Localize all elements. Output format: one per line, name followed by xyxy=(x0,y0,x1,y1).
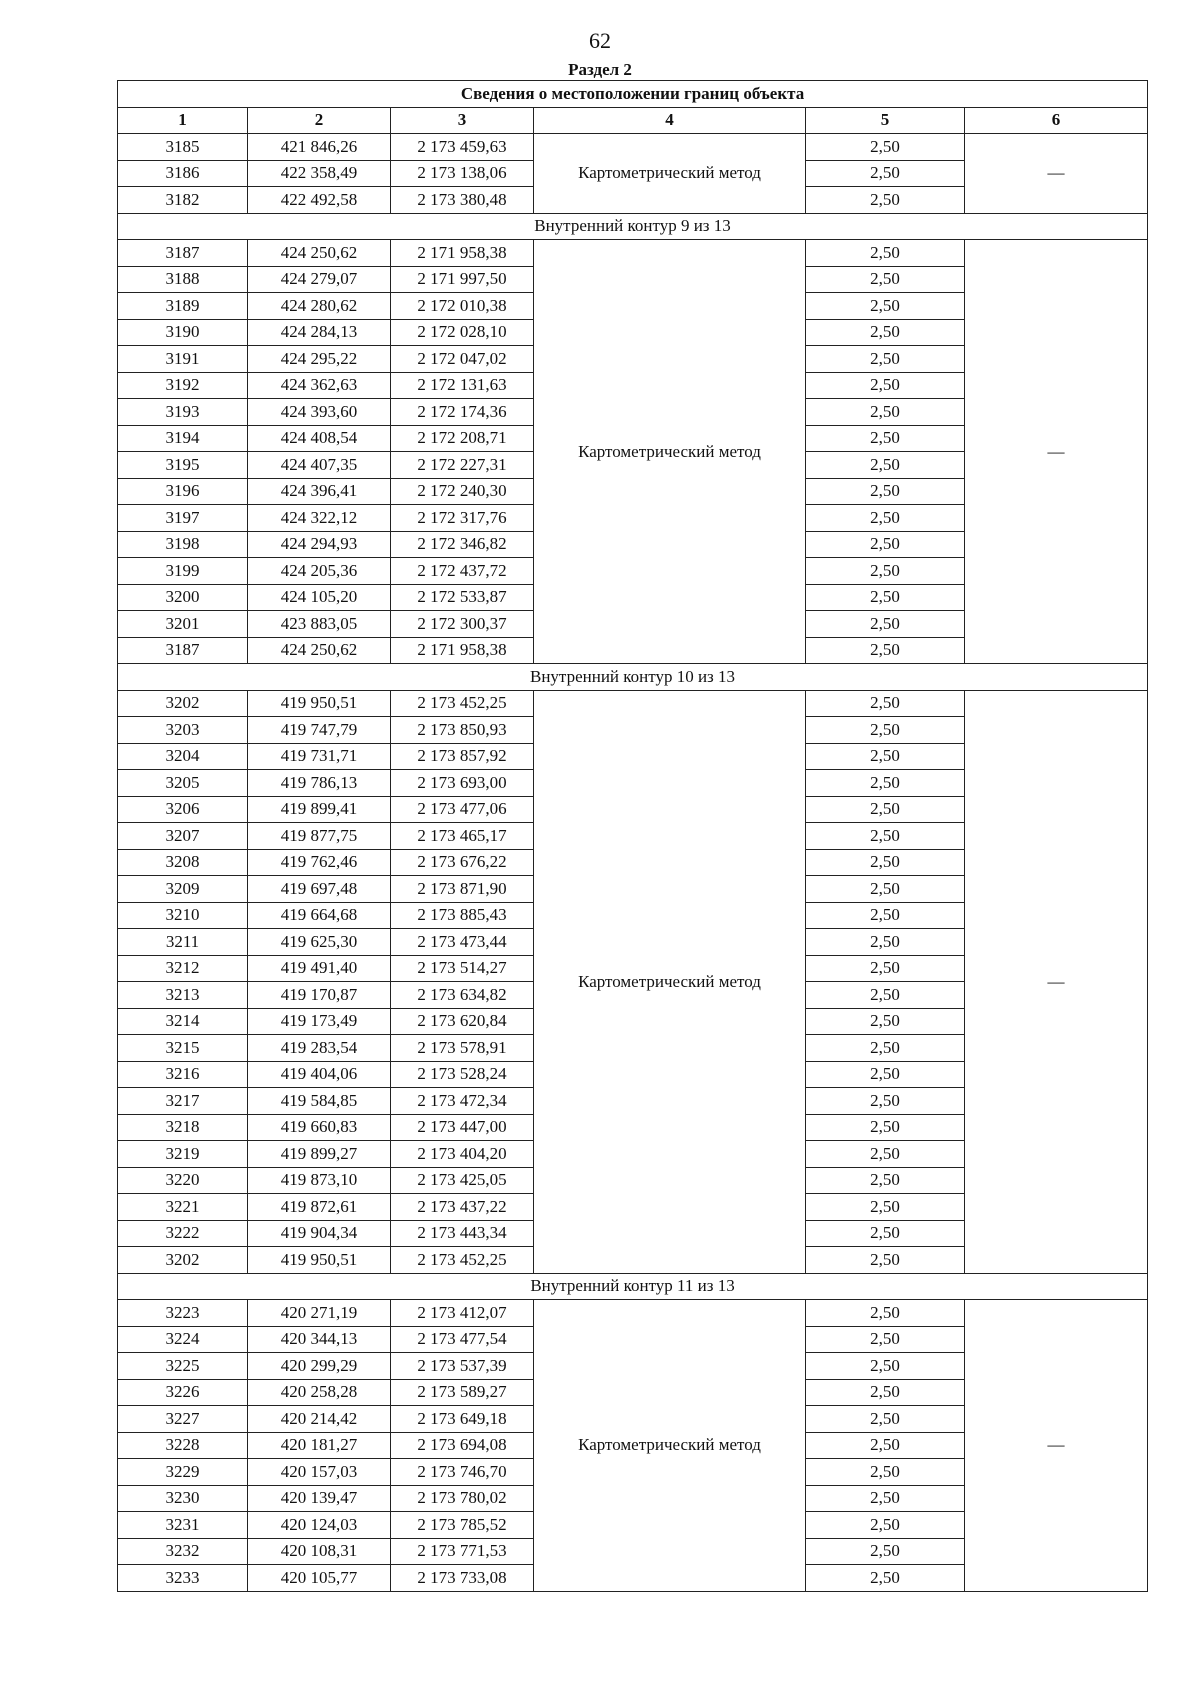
coordinate-y: 2 171 958,38 xyxy=(391,240,534,267)
coordinate-x: 420 124,03 xyxy=(248,1512,391,1539)
coordinate-y: 2 172 300,37 xyxy=(391,611,534,638)
precision-value: 2,50 xyxy=(806,717,965,744)
coordinate-x: 423 883,05 xyxy=(248,611,391,638)
coordinate-y: 2 171 958,38 xyxy=(391,637,534,664)
coordinate-x: 419 664,68 xyxy=(248,902,391,929)
point-number: 3186 xyxy=(118,160,248,187)
precision-value: 2,50 xyxy=(806,1167,965,1194)
coordinate-x: 424 280,62 xyxy=(248,293,391,320)
point-number: 3195 xyxy=(118,452,248,479)
coordinate-x: 424 279,07 xyxy=(248,266,391,293)
coordinate-y: 2 171 997,50 xyxy=(391,266,534,293)
precision-value: 2,50 xyxy=(806,399,965,426)
point-number: 3208 xyxy=(118,849,248,876)
note-cell: — xyxy=(965,1300,1148,1592)
coordinate-x: 422 358,49 xyxy=(248,160,391,187)
coordinate-x: 419 877,75 xyxy=(248,823,391,850)
point-number: 3196 xyxy=(118,478,248,505)
precision-value: 2,50 xyxy=(806,1538,965,1565)
precision-value: 2,50 xyxy=(806,160,965,187)
coordinate-y: 2 173 589,27 xyxy=(391,1379,534,1406)
coordinate-x: 419 873,10 xyxy=(248,1167,391,1194)
point-number: 3228 xyxy=(118,1432,248,1459)
precision-value: 2,50 xyxy=(806,134,965,161)
point-number: 3226 xyxy=(118,1379,248,1406)
column-header: 4 xyxy=(534,107,806,134)
precision-value: 2,50 xyxy=(806,1300,965,1327)
precision-value: 2,50 xyxy=(806,955,965,982)
precision-value: 2,50 xyxy=(806,982,965,1009)
coordinate-y: 2 173 620,84 xyxy=(391,1008,534,1035)
determination-method: Картометрический метод xyxy=(534,134,806,214)
point-number: 3201 xyxy=(118,611,248,638)
point-number: 3227 xyxy=(118,1406,248,1433)
coordinate-y: 2 172 131,63 xyxy=(391,372,534,399)
point-number: 3210 xyxy=(118,902,248,929)
contour-label: Внутренний контур 10 из 13 xyxy=(118,664,1148,691)
precision-value: 2,50 xyxy=(806,1220,965,1247)
precision-value: 2,50 xyxy=(806,690,965,717)
point-number: 3215 xyxy=(118,1035,248,1062)
point-number: 3221 xyxy=(118,1194,248,1221)
precision-value: 2,50 xyxy=(806,319,965,346)
coordinate-y: 2 173 465,17 xyxy=(391,823,534,850)
precision-value: 2,50 xyxy=(806,425,965,452)
coordinate-x: 419 747,79 xyxy=(248,717,391,744)
table-body xyxy=(118,134,1148,1592)
coordinate-x: 419 584,85 xyxy=(248,1088,391,1115)
column-header: 2 xyxy=(248,107,391,134)
precision-value: 2,50 xyxy=(806,584,965,611)
precision-value: 2,50 xyxy=(806,1512,965,1539)
coordinate-x: 420 139,47 xyxy=(248,1485,391,1512)
point-number: 3190 xyxy=(118,319,248,346)
contour-label: Внутренний контур 9 из 13 xyxy=(118,213,1148,240)
coordinate-y: 2 172 208,71 xyxy=(391,425,534,452)
coordinate-x: 424 393,60 xyxy=(248,399,391,426)
precision-value: 2,50 xyxy=(806,1194,965,1221)
point-number: 3212 xyxy=(118,955,248,982)
precision-value: 2,50 xyxy=(806,452,965,479)
coordinate-x: 420 258,28 xyxy=(248,1379,391,1406)
contour-label: Внутренний контур 11 из 13 xyxy=(118,1273,1148,1300)
contour-label-row xyxy=(118,1273,1148,1300)
note-cell: — xyxy=(965,690,1148,1273)
coordinate-x: 419 899,27 xyxy=(248,1141,391,1168)
coordinate-y: 2 173 634,82 xyxy=(391,982,534,1009)
coordinate-x: 419 950,51 xyxy=(248,690,391,717)
precision-value: 2,50 xyxy=(806,637,965,664)
coordinate-x: 424 105,20 xyxy=(248,584,391,611)
point-number: 3218 xyxy=(118,1114,248,1141)
coordinate-y: 2 173 452,25 xyxy=(391,1247,534,1274)
coordinate-x: 419 404,06 xyxy=(248,1061,391,1088)
point-number: 3229 xyxy=(118,1459,248,1486)
coordinate-x: 419 786,13 xyxy=(248,770,391,797)
point-number: 3209 xyxy=(118,876,248,903)
coordinate-x: 424 205,36 xyxy=(248,558,391,585)
coordinate-y: 2 173 412,07 xyxy=(391,1300,534,1327)
point-number: 3198 xyxy=(118,531,248,558)
coordinate-x: 424 408,54 xyxy=(248,425,391,452)
coordinate-y: 2 173 443,34 xyxy=(391,1220,534,1247)
table-caption: Сведения о местоположении границ объекта xyxy=(118,81,1148,108)
coordinate-y: 2 173 404,20 xyxy=(391,1141,534,1168)
point-number: 3202 xyxy=(118,1247,248,1274)
column-header: 5 xyxy=(806,107,965,134)
coordinate-x: 419 899,41 xyxy=(248,796,391,823)
precision-value: 2,50 xyxy=(806,823,965,850)
coordinate-x: 420 105,77 xyxy=(248,1565,391,1592)
precision-value: 2,50 xyxy=(806,240,965,267)
precision-value: 2,50 xyxy=(806,1406,965,1433)
coordinate-y: 2 173 885,43 xyxy=(391,902,534,929)
precision-value: 2,50 xyxy=(806,1008,965,1035)
precision-value: 2,50 xyxy=(806,929,965,956)
column-header: 3 xyxy=(391,107,534,134)
coordinate-x: 419 872,61 xyxy=(248,1194,391,1221)
precision-value: 2,50 xyxy=(806,902,965,929)
table-row xyxy=(118,134,1148,161)
coordinate-x: 424 322,12 xyxy=(248,505,391,532)
coordinate-x: 424 396,41 xyxy=(248,478,391,505)
section-title: Раздел 2 xyxy=(568,60,632,79)
coordinate-x: 419 491,40 xyxy=(248,955,391,982)
table-row xyxy=(118,690,1148,717)
precision-value: 2,50 xyxy=(806,770,965,797)
precision-value: 2,50 xyxy=(806,1353,965,1380)
note-cell: — xyxy=(965,134,1148,214)
point-number: 3207 xyxy=(118,823,248,850)
precision-value: 2,50 xyxy=(806,293,965,320)
point-number: 3188 xyxy=(118,266,248,293)
coordinate-y: 2 173 138,06 xyxy=(391,160,534,187)
coordinate-x: 419 697,48 xyxy=(248,876,391,903)
coordinate-x: 419 625,30 xyxy=(248,929,391,956)
coordinate-y: 2 172 317,76 xyxy=(391,505,534,532)
point-number: 3187 xyxy=(118,637,248,664)
precision-value: 2,50 xyxy=(806,1432,965,1459)
table-row xyxy=(118,240,1148,267)
coordinate-y: 2 173 380,48 xyxy=(391,187,534,214)
coordinate-y: 2 173 477,54 xyxy=(391,1326,534,1353)
point-number: 3222 xyxy=(118,1220,248,1247)
point-number: 3214 xyxy=(118,1008,248,1035)
coordinate-y: 2 173 857,92 xyxy=(391,743,534,770)
point-number: 3220 xyxy=(118,1167,248,1194)
point-number: 3224 xyxy=(118,1326,248,1353)
precision-value: 2,50 xyxy=(806,1247,965,1274)
coordinate-y: 2 173 528,24 xyxy=(391,1061,534,1088)
coordinate-x: 424 407,35 xyxy=(248,452,391,479)
point-number: 3182 xyxy=(118,187,248,214)
precision-value: 2,50 xyxy=(806,1035,965,1062)
coordinate-y: 2 173 447,00 xyxy=(391,1114,534,1141)
coordinate-x: 420 157,03 xyxy=(248,1459,391,1486)
coordinate-y: 2 173 473,44 xyxy=(391,929,534,956)
coordinate-y: 2 173 452,25 xyxy=(391,690,534,717)
point-number: 3200 xyxy=(118,584,248,611)
coordinate-y: 2 173 425,05 xyxy=(391,1167,534,1194)
point-number: 3185 xyxy=(118,134,248,161)
coordinate-x: 420 214,42 xyxy=(248,1406,391,1433)
coordinate-y: 2 173 746,70 xyxy=(391,1459,534,1486)
point-number: 3232 xyxy=(118,1538,248,1565)
coordinate-y: 2 173 785,52 xyxy=(391,1512,534,1539)
precision-value: 2,50 xyxy=(806,372,965,399)
coordinate-y: 2 172 174,36 xyxy=(391,399,534,426)
precision-value: 2,50 xyxy=(806,505,965,532)
determination-method: Картометрический метод xyxy=(534,1300,806,1592)
coordinate-x: 420 344,13 xyxy=(248,1326,391,1353)
coordinate-y: 2 172 533,87 xyxy=(391,584,534,611)
column-header: 6 xyxy=(965,107,1148,134)
point-number: 3217 xyxy=(118,1088,248,1115)
coordinate-y: 2 173 514,27 xyxy=(391,955,534,982)
note-cell: — xyxy=(965,240,1148,664)
point-number: 3203 xyxy=(118,717,248,744)
precision-value: 2,50 xyxy=(806,1088,965,1115)
point-number: 3187 xyxy=(118,240,248,267)
point-number: 3230 xyxy=(118,1485,248,1512)
point-number: 3206 xyxy=(118,796,248,823)
point-number: 3192 xyxy=(118,372,248,399)
determination-method: Картометрический метод xyxy=(534,690,806,1273)
coordinate-x: 420 271,19 xyxy=(248,1300,391,1327)
point-number: 3199 xyxy=(118,558,248,585)
precision-value: 2,50 xyxy=(806,558,965,585)
coordinate-y: 2 173 733,08 xyxy=(391,1565,534,1592)
boundary-coordinates-table xyxy=(117,80,1148,1592)
precision-value: 2,50 xyxy=(806,1485,965,1512)
coordinate-x: 422 492,58 xyxy=(248,187,391,214)
precision-value: 2,50 xyxy=(806,1565,965,1592)
determination-method: Картометрический метод xyxy=(534,240,806,664)
precision-value: 2,50 xyxy=(806,876,965,903)
coordinate-y: 2 172 010,38 xyxy=(391,293,534,320)
coordinate-x: 424 250,62 xyxy=(248,240,391,267)
coordinate-x: 420 181,27 xyxy=(248,1432,391,1459)
coordinate-x: 419 283,54 xyxy=(248,1035,391,1062)
coordinate-y: 2 173 472,34 xyxy=(391,1088,534,1115)
coordinate-y: 2 173 676,22 xyxy=(391,849,534,876)
coordinate-y: 2 173 459,63 xyxy=(391,134,534,161)
point-number: 3211 xyxy=(118,929,248,956)
coordinate-x: 424 295,22 xyxy=(248,346,391,373)
coordinate-y: 2 172 227,31 xyxy=(391,452,534,479)
precision-value: 2,50 xyxy=(806,743,965,770)
coordinate-x: 419 731,71 xyxy=(248,743,391,770)
precision-value: 2,50 xyxy=(806,1141,965,1168)
point-number: 3216 xyxy=(118,1061,248,1088)
point-number: 3231 xyxy=(118,1512,248,1539)
coordinate-y: 2 173 871,90 xyxy=(391,876,534,903)
coordinate-y: 2 172 437,72 xyxy=(391,558,534,585)
coordinate-x: 424 294,93 xyxy=(248,531,391,558)
point-number: 3219 xyxy=(118,1141,248,1168)
coordinate-y: 2 173 780,02 xyxy=(391,1485,534,1512)
point-number: 3189 xyxy=(118,293,248,320)
precision-value: 2,50 xyxy=(806,796,965,823)
coordinate-y: 2 172 047,02 xyxy=(391,346,534,373)
point-number: 3213 xyxy=(118,982,248,1009)
precision-value: 2,50 xyxy=(806,187,965,214)
coordinate-y: 2 173 850,93 xyxy=(391,717,534,744)
coordinate-x: 420 299,29 xyxy=(248,1353,391,1380)
precision-value: 2,50 xyxy=(806,1114,965,1141)
precision-value: 2,50 xyxy=(806,849,965,876)
table-header-row xyxy=(118,107,1148,134)
coordinate-x: 424 362,63 xyxy=(248,372,391,399)
coordinate-y: 2 173 537,39 xyxy=(391,1353,534,1380)
coordinate-x: 424 250,62 xyxy=(248,637,391,664)
coordinate-x: 419 904,34 xyxy=(248,1220,391,1247)
precision-value: 2,50 xyxy=(806,531,965,558)
point-number: 3225 xyxy=(118,1353,248,1380)
precision-value: 2,50 xyxy=(806,346,965,373)
coordinate-y: 2 173 437,22 xyxy=(391,1194,534,1221)
precision-value: 2,50 xyxy=(806,1326,965,1353)
coordinate-y: 2 173 693,00 xyxy=(391,770,534,797)
precision-value: 2,50 xyxy=(806,1459,965,1486)
point-number: 3193 xyxy=(118,399,248,426)
precision-value: 2,50 xyxy=(806,611,965,638)
point-number: 3191 xyxy=(118,346,248,373)
coordinate-y: 2 173 578,91 xyxy=(391,1035,534,1062)
point-number: 3204 xyxy=(118,743,248,770)
precision-value: 2,50 xyxy=(806,478,965,505)
point-number: 3223 xyxy=(118,1300,248,1327)
point-number: 3205 xyxy=(118,770,248,797)
point-number: 3197 xyxy=(118,505,248,532)
table-row xyxy=(118,1300,1148,1327)
coordinate-x: 419 950,51 xyxy=(248,1247,391,1274)
coordinate-y: 2 172 028,10 xyxy=(391,319,534,346)
coordinate-x: 419 660,83 xyxy=(248,1114,391,1141)
point-number: 3233 xyxy=(118,1565,248,1592)
column-header: 1 xyxy=(118,107,248,134)
coordinate-y: 2 173 694,08 xyxy=(391,1432,534,1459)
coordinate-y: 2 172 346,82 xyxy=(391,531,534,558)
coordinate-y: 2 172 240,30 xyxy=(391,478,534,505)
coordinate-y: 2 173 477,06 xyxy=(391,796,534,823)
coordinate-y: 2 173 771,53 xyxy=(391,1538,534,1565)
point-number: 3202 xyxy=(118,690,248,717)
point-number: 3194 xyxy=(118,425,248,452)
page-number: 62 xyxy=(589,28,611,53)
coordinate-x: 421 846,26 xyxy=(248,134,391,161)
precision-value: 2,50 xyxy=(806,1061,965,1088)
coordinate-x: 424 284,13 xyxy=(248,319,391,346)
precision-value: 2,50 xyxy=(806,1379,965,1406)
coordinate-x: 419 173,49 xyxy=(248,1008,391,1035)
coordinate-x: 419 170,87 xyxy=(248,982,391,1009)
contour-label-row xyxy=(118,664,1148,691)
coordinate-y: 2 173 649,18 xyxy=(391,1406,534,1433)
precision-value: 2,50 xyxy=(806,266,965,293)
coordinate-x: 420 108,31 xyxy=(248,1538,391,1565)
coordinate-x: 419 762,46 xyxy=(248,849,391,876)
contour-label-row xyxy=(118,213,1148,240)
